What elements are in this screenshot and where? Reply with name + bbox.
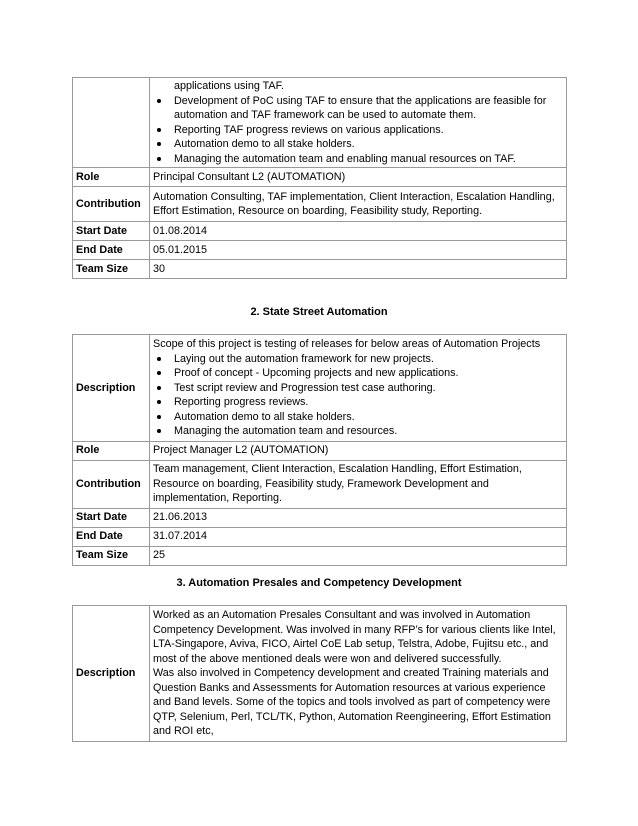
start-date-row (73, 222, 567, 241)
team-size-value: 25 (150, 546, 567, 565)
section-3-heading: 3. Automation Presales and Competency Development (176, 577, 462, 589)
section-2-heading: 2. State Street Automation (250, 306, 388, 318)
start-date-row (73, 508, 567, 527)
end-date-value: 05.01.2015 (150, 241, 567, 260)
list-item: Proof of concept - Upcoming projects and new applications. (153, 366, 563, 381)
role-row (73, 441, 567, 460)
list-item: Managing the automation team and resources. (153, 424, 563, 439)
description-cell (150, 606, 567, 742)
project-3-table (72, 605, 567, 742)
team-size-row (73, 546, 567, 565)
role-row (73, 168, 567, 187)
list-item: Test script review and Progression test case authoring. (153, 381, 563, 396)
list-item: Laying out the automation framework for new projects. (153, 352, 563, 367)
description-label: Description (73, 335, 150, 442)
start-date-value: 01.08.2014 (150, 222, 567, 241)
role-value: Project Manager L2 (AUTOMATION) (150, 441, 567, 460)
team-size-value: 30 (150, 260, 567, 279)
description-row (73, 78, 567, 168)
start-date-label: Start Date (73, 222, 150, 241)
description-paragraph-2: Was also involved in Competency development and created Training materials and Question Banks and Assessments for Automation resources at various experience and Band levels. Some of the topics and tools involved as part of competency were QTP, Selenium, Perl, TCL/TK, Python, Automation Reengineering, Effort Estimation and ROI etc, (153, 667, 551, 737)
contribution-label: Contribution (73, 460, 150, 508)
list-item: Automation demo to all stake holders. (153, 137, 563, 152)
start-date-value: 21.06.2013 (150, 508, 567, 527)
list-item: Reporting TAF progress reviews on various applications. (153, 123, 563, 138)
description-bullets (153, 352, 563, 439)
end-date-label: End Date (73, 527, 150, 546)
description-cell (150, 78, 567, 168)
role-label: Role (73, 441, 150, 460)
contribution-label: Contribution (73, 187, 150, 222)
team-size-label: Team Size (73, 260, 150, 279)
end-date-row (73, 527, 567, 546)
description-row (73, 335, 567, 442)
list-item: Reporting progress reviews. (153, 395, 563, 410)
contribution-value: Team management, Client Interaction, Escalation Handling, Effort Estimation, Resource on boarding, Feasibility study, Framework Development and implementation, Reporting. (150, 460, 567, 508)
contribution-row (73, 187, 567, 222)
contribution-row (73, 460, 567, 508)
description-continued: applications using TAF. (174, 80, 285, 92)
role-value: Principal Consultant L2 (AUTOMATION) (150, 168, 567, 187)
project-2-table (72, 334, 567, 566)
description-cell (150, 335, 567, 442)
description-label-cell (73, 78, 150, 168)
contribution-value: Automation Consulting, TAF implementation, Client Interaction, Escalation Handling, Effort Estimation, Resource on boarding, Feasibility study, Reporting. (150, 187, 567, 222)
start-date-label: Start Date (73, 508, 150, 527)
description-bullets (153, 94, 563, 167)
team-size-row (73, 260, 567, 279)
description-label: Description (73, 606, 150, 742)
list-item: Development of PoC using TAF to ensure that the applications are feasible for automation and TAF framework can be used to automate them. (153, 94, 563, 123)
list-item: Automation demo to all stake holders. (153, 410, 563, 425)
description-intro: Scope of this project is testing of releases for below areas of Automation Projects (153, 338, 541, 350)
end-date-label: End Date (73, 241, 150, 260)
role-label: Role (73, 168, 150, 187)
end-date-value: 31.07.2014 (150, 527, 567, 546)
list-item: Managing the automation team and enabling manual resources on TAF. (153, 152, 563, 167)
end-date-row (73, 241, 567, 260)
description-row (73, 606, 567, 742)
project-1-table (72, 77, 567, 279)
team-size-label: Team Size (73, 546, 150, 565)
description-paragraph-1: Worked as an Automation Presales Consultant and was involved in Automation Competency Development. Was involved in many RFP’s for various clients like Intel, LTA-Singapore, Aviva, FICO, Airtel CoE Lab setup, Telstra, Adobe, Fujitsu etc., and most of the above mentioned deals were won and delivered successfully. (153, 609, 556, 665)
